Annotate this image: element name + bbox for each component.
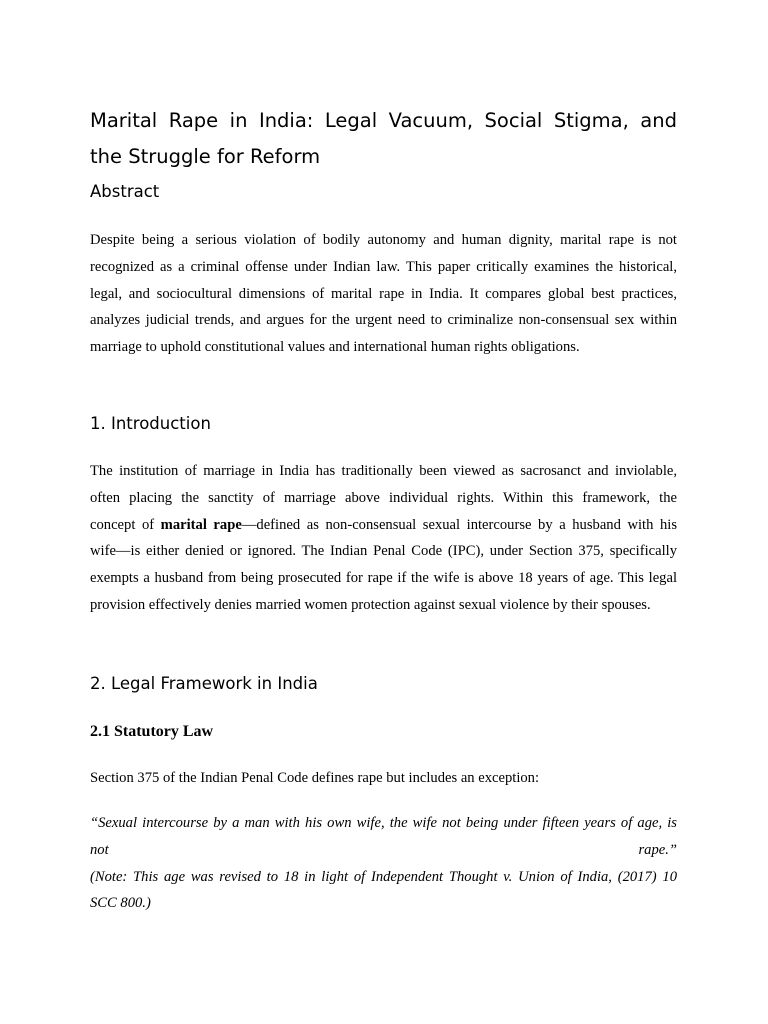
quote-line-2-start: not: [90, 841, 109, 858]
intro-line-3: [90, 512, 677, 539]
marital-rape-term: marital rape: [160, 516, 242, 533]
abstract-heading: Abstract: [90, 182, 160, 201]
abstract-line: Despite being a serious violation of bodily autonomy and human dignity, marital rape is not: [90, 232, 677, 248]
intro-line-3-suffix: —defined as non-consensual sexual intercourse by a husband with his: [241, 516, 677, 533]
intro-line: exempts a husband from being prosecuted for rape if the wife is above 18 years of age. This legal: [90, 570, 677, 587]
intro-line: The institution of marriage in India has traditionally been viewed as sacrosanct and inviolable,: [90, 463, 677, 479]
intro-line: provision effectively denies married women protection against sexual violence by their spouses.: [90, 596, 651, 613]
quote-note-line: SCC 800.): [90, 895, 151, 912]
introduction-paragraph: [90, 458, 677, 619]
statutory-paragraph: [90, 765, 677, 792]
quote-line-2: [90, 837, 677, 864]
abstract-paragraph: [90, 227, 677, 361]
section-375-quote: [90, 810, 677, 917]
subsection-2-1-heading: 2.1 Statutory Law: [90, 723, 214, 740]
statutory-line: Section 375 of the Indian Penal Code defines rape but includes an exception:: [90, 770, 540, 786]
quote-line-2-end: rape.”: [638, 841, 677, 858]
section-2-heading: 2. Legal Framework in India: [90, 674, 318, 693]
quote-line: “Sexual intercourse by a man with his own wife, the wife not being under fifteen years of age, is: [90, 815, 677, 831]
abstract-line: legal, and sociocultural dimensions of marital rape in India. It compares global best practices,: [90, 285, 677, 302]
section-1-heading: 1. Introduction: [90, 414, 211, 433]
intro-line: often placing the sanctity of marriage above individual rights. Within this framework, the: [90, 489, 677, 506]
intro-line: wife—is either denied or ignored. The Indian Penal Code (IPC), under Section 375, specifically: [90, 543, 677, 560]
abstract-line: recognized as a criminal offense under Indian law. This paper critically examines the historical,: [90, 258, 677, 275]
title-line-1: Marital Rape in India: Legal Vacuum, Social Stigma, and: [90, 109, 677, 132]
quote-note-line: (Note: This age was revised to 18 in light of Independent Thought v. Union of India, (2017) 10: [90, 868, 677, 885]
abstract-line: marriage to uphold constitutional values and international human rights obligations.: [90, 339, 580, 356]
document-title: [90, 103, 677, 175]
intro-line-3-prefix: concept of: [90, 516, 161, 533]
abstract-line: analyzes judicial trends, and argues for the urgent need to criminalize non-consensual sex within: [90, 312, 677, 329]
title-line-2: the Struggle for Reform: [90, 145, 321, 168]
